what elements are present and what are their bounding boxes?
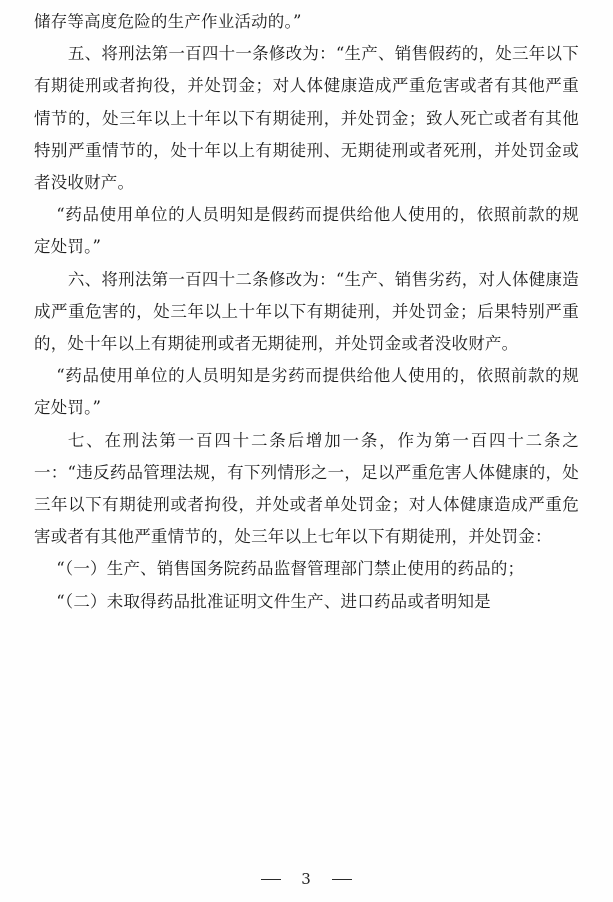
paragraph: 六、将刑法第一百四十二条修改为：“生产、销售劣药，对人体健康造成严重危害的，处三年以上十年以下有期徒刑，并处罚金；后果特别严重的，处十年以上有期徒刑或者无期徒刑，并处罚金或者没收财产。 [34, 269, 579, 354]
page-footer [0, 870, 613, 888]
footer-dash-left [261, 879, 281, 880]
paragraph: 五、将刑法第一百四十一条修改为：“生产、销售假药的，处三年以下有期徒刑或者拘役，并处罚金；对人体健康造成严重危害或者有其他严重情节的，处三年以上十年以下有期徒刑，并处罚金；致人死亡或者有其他特别严重情节的，处十年以上有期徒刑、无期徒刑或者死刑，并处罚金或者没收财产。 [34, 44, 579, 193]
paragraph: 储存等高度危险的生产作业活动的。” [34, 12, 302, 31]
footer-dash-right [332, 879, 352, 880]
paragraph: “（一）生产、销售国务院药品监督管理部门禁止使用的药品的； [56, 559, 525, 579]
document-body [34, 6, 579, 618]
paragraph: “（二）未取得药品批准证明文件生产、进口药品或者明知是 [56, 591, 491, 611]
paragraph: 七、在刑法第一百四十二条后增加一条，作为第一百四十二条之一：“违反药品管理法规，有下列情形之一，足以严重危害人体健康的，处三年以下有期徒刑或者拘役，并处或者单处罚金；对人体健康造成严重危害或者有其他严重情节的，处三年以上七年以下有期徒刑，并处罚金： [34, 430, 579, 547]
paragraph: “药品使用单位的人员明知是劣药而提供给他人使用的，依照前款的规定处罚。” [34, 366, 579, 418]
page-number: 3 [301, 870, 312, 888]
paragraph: “药品使用单位的人员明知是假药而提供给他人使用的，依照前款的规定处罚。” [34, 205, 579, 257]
